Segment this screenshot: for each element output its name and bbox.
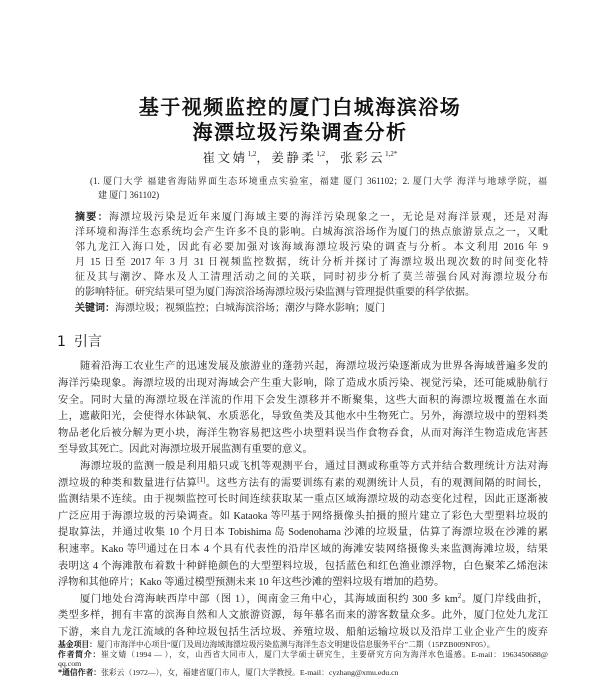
author-separator: ， xyxy=(256,151,272,165)
body-line xyxy=(80,592,548,607)
section-number: 1 xyxy=(57,334,66,350)
citation-marker: [1] xyxy=(197,476,206,484)
affiliation-line: (1. 厦门大学 福建省海陆界面生态环境重点实验室，福建 厦门 361102；2. 厦门大学 海洋与地球学院，福 xyxy=(90,176,547,186)
author-name: 姜静柔 xyxy=(271,151,317,165)
footnote-text: 张彩云（1972—），女，福建省厦门市人，厦门大学教授。E-mail：cyzhang@xmu.edu.cn xyxy=(101,668,399,677)
body-line: 海洋污染现象。海漂垃圾的出现对海域会产生重大影响，除了造成水质污染、视觉污染，还可能威胁航行 xyxy=(58,378,548,389)
citation-marker: [2] xyxy=(281,509,290,517)
section-title: 引言 xyxy=(73,334,102,350)
citation-marker: [3] xyxy=(137,542,146,550)
author-list xyxy=(0,149,600,167)
footnote-label: 基金项目： xyxy=(58,640,97,649)
keywords-line xyxy=(75,302,548,316)
body-line: 物品老化后被分解为更小块，海洋生物容易把这些小块塑料误当作食物吞食，从而对海洋生物造成危害甚 xyxy=(58,428,548,439)
author-name: 崔文婧 xyxy=(202,151,248,165)
body-line: 随着沿海工农业生产的迅速发展及旅游业的蓬勃兴起，海漂垃圾污染逐渐成为世界各海域普遍多发的 xyxy=(80,361,548,372)
body-text: 。厦门岸线曲折， xyxy=(461,594,548,605)
paper-title-line: 海漂垃圾污染调查分析 xyxy=(192,120,408,144)
keywords-text: 海漂垃圾；视频监控；白城海滨浴场；潮汐与降水影响；厦门 xyxy=(115,303,385,314)
body-text: 积速率。Kako 等 xyxy=(58,544,138,555)
abstract-line: 邻九龙江入海口处，因此有必要加强对该海域海漂垃圾污染的调查与分析。本文利用 2016 年 9 xyxy=(75,242,548,253)
body-text: 。这些方法有的需要训练有素的观测统计人员，有的观测间隔的时间长， xyxy=(205,478,548,489)
body-line: 海漂垃圾的监测一般是利用船只或飞机等观测平台，通过目测或称重等方式并结合数理统计方法对海 xyxy=(80,461,548,472)
footnote-label: *通信作者： xyxy=(58,668,102,677)
body-line: 表明这 4 个海滩散布着数十种鲜艳颜色的大型塑料垃圾，包括蓝色和红色渔业漂浮物，白色聚苯乙烯泡沫 xyxy=(58,561,548,572)
body-line: 浮物和其他碎片；Kako 等通过模型预测未来 10 年这些沙滩的塑料垃圾有增加的趋势。 xyxy=(58,577,445,588)
body-text: 基于网络摄像头拍摄的照片建立了彩色大型塑料垃圾的 xyxy=(289,511,548,522)
body-line: 至导致其死亡。因此对海漂垃圾开展监测有重要的意义。 xyxy=(58,444,313,455)
body-line xyxy=(58,509,548,524)
footnote-text: 崔文婧（1994 — ），女，山西省大同市人，厦门大学硕士研究生，主要研究方向为海洋水色遥感。E-mail：1963450688@ xyxy=(101,650,548,659)
abstract-line: 的影响特征。研究结果可望为厦门海滨浴场海漂垃圾污染监测与管理提供重要的科学依据。 xyxy=(75,287,475,298)
body-line: 监测结果不连续。由于视频监控可长时间连续获取某一重点区域海漂垃圾的动态变化过程，因此正逐渐被 xyxy=(58,494,548,505)
footnote-label: 作者简介： xyxy=(58,650,102,659)
abstract-line: 月 15 日至 2017 年 3 月 31 日视频监控数据，统计分析并探讨了海漂垃圾出现次数的时间变化特 xyxy=(75,257,548,268)
body-text: 厦门地处台湾海峡西岸中部（图 1），闽南金三角中心，其海域面积约 300 多 km xyxy=(80,594,458,605)
keywords-label: 关键词： xyxy=(75,303,115,314)
author-separator: ， xyxy=(325,151,341,165)
body-line: 类型多样，拥有丰富的滨海自然和人文旅游资源，每年慕名而来的游客数量众多。此外，厦门位处九龙江 xyxy=(58,610,548,621)
body-line: 上，遮蔽阳光，会使得水体缺氧、水质恶化，导致鱼类及其他水中生物死亡。另外，海漂垃圾中的塑料类 xyxy=(58,411,548,422)
body-line xyxy=(58,542,548,557)
body-text: 广泛应用于海漂垃圾的污染调查。如 Kataoka 等 xyxy=(58,511,282,522)
body-line: 安全。同时大量的海漂垃圾在洋流的作用下会发生漂移并不断聚集，这些大面积的海漂垃圾覆盖在水面 xyxy=(58,395,548,406)
abstract-line: 征及其与潮汐、降水及人工清理活动之间的关联，同时初步分析了莫兰蒂强台风对海漂垃圾分布 xyxy=(75,272,548,283)
affiliation-line: 建 厦门 361102) xyxy=(98,190,160,200)
section-heading xyxy=(57,332,102,352)
footnote-funding xyxy=(58,640,548,650)
author-name: 张彩云 xyxy=(340,151,386,165)
body-line xyxy=(58,476,548,491)
body-line: 提取算法，并通过收集 10 个月日本 Tobishima 岛 Sodenohama 沙滩的垃圾量，估算了海漂垃圾在沙滩的累 xyxy=(58,527,548,538)
author-affiliation-marker: 1,2 xyxy=(247,150,257,158)
footnote-author-bio-continuation: qq.com xyxy=(58,659,82,668)
body-line: 下游，来自九龙江流域的各种垃圾包括生活垃圾、养殖垃圾、船舶运输垃圾以及沿岸工业企业产生的废弃 xyxy=(58,627,548,638)
author-affiliation-marker: 1,2 xyxy=(316,150,326,158)
body-text: 漂垃圾的种类和数量进行估算 xyxy=(58,478,198,489)
footnote-corresponding-author xyxy=(58,668,548,678)
unit-superscript: 2 xyxy=(457,592,462,600)
body-text: 通过在日本 4 个具有代表性的沿岸区域的海滩安装网络摄像头来监测海滩垃圾，结果 xyxy=(145,544,548,555)
abstract-label: 摘要： xyxy=(75,212,109,223)
author-affiliation-marker: 1,2* xyxy=(385,150,398,158)
footnote-text: 厦门市海洋中心项目“厦门及周边海域海漂垃圾污染监测与海洋生态文明建设信息服务平台”二期（15PZB009NF05）。 xyxy=(96,640,495,649)
abstract-line xyxy=(75,211,548,225)
abstract-line: 洋环境和海洋生态系统均会产生许多不良的影响。白城海滨浴场作为厦门的热点旅游景点之一，又毗 xyxy=(75,227,548,238)
abstract-text: 海漂垃圾污染是近年来厦门海域主要的海洋污染现象之一，无论是对海洋景观，还是对海 xyxy=(108,212,548,223)
paper-title-line: 基于视频监控的厦门白城海滨浴场 xyxy=(138,95,462,119)
